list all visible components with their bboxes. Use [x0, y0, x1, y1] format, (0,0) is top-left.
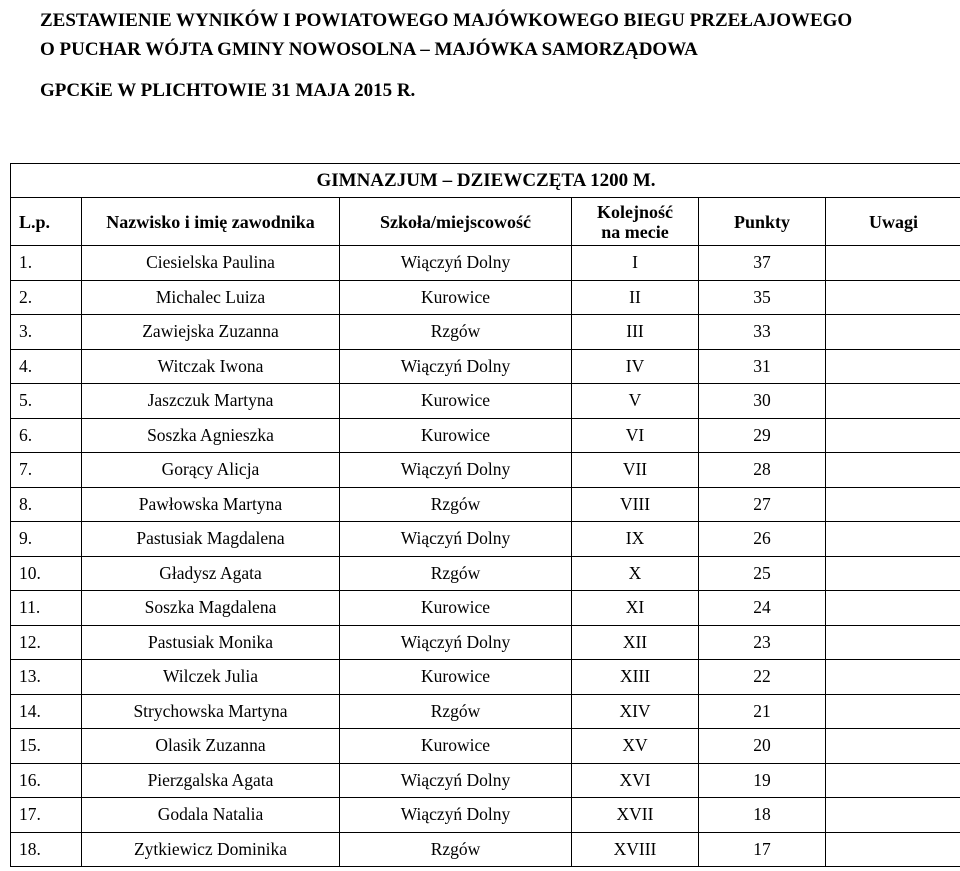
cell-points: 20: [699, 729, 826, 764]
cell-notes: [826, 832, 960, 867]
cell-order: XVII: [572, 798, 699, 833]
cell-school: Wiączyń Dolny: [340, 246, 572, 281]
cell-points: 35: [699, 280, 826, 315]
table-row: [11, 349, 960, 384]
table-row: [11, 763, 960, 798]
cell-points: 29: [699, 418, 826, 453]
cell-order: IX: [572, 522, 699, 557]
table-row: [11, 729, 960, 764]
results-table: [10, 163, 960, 867]
cell-school: Rzgów: [340, 694, 572, 729]
cell-notes: [826, 384, 960, 419]
column-header-order-line-2: na mecie: [601, 221, 669, 242]
cell-notes: [826, 694, 960, 729]
cell-name: Jaszczuk Martyna: [82, 384, 340, 419]
table-row: [11, 798, 960, 833]
cell-points: 31: [699, 349, 826, 384]
table-category-title: GIMNAZJUM – DZIEWCZĘTA 1200 M.: [11, 164, 960, 198]
cell-lp: 2.: [11, 280, 82, 315]
column-header-school: Szkoła/miejscowość: [340, 198, 572, 246]
cell-name: Gładysz Agata: [82, 556, 340, 591]
cell-school: Wiączyń Dolny: [340, 763, 572, 798]
cell-order: VIII: [572, 487, 699, 522]
cell-lp: 8.: [11, 487, 82, 522]
cell-order: XII: [572, 625, 699, 660]
column-header-order-line-1: Kolejność: [597, 201, 673, 222]
cell-lp: 10.: [11, 556, 82, 591]
cell-name: Strychowska Martyna: [82, 694, 340, 729]
cell-lp: 4.: [11, 349, 82, 384]
cell-school: Wiączyń Dolny: [340, 798, 572, 833]
table-row: [11, 625, 960, 660]
cell-school: Kurowice: [340, 591, 572, 626]
cell-lp: 1.: [11, 246, 82, 281]
cell-school: Rzgów: [340, 556, 572, 591]
cell-name: Olasik Zuzanna: [82, 729, 340, 764]
cell-order: VI: [572, 418, 699, 453]
cell-notes: [826, 556, 960, 591]
table-row: [11, 315, 960, 350]
cell-name: Soszka Magdalena: [82, 591, 340, 626]
cell-lp: 14.: [11, 694, 82, 729]
cell-notes: [826, 453, 960, 488]
cell-order: III: [572, 315, 699, 350]
cell-notes: [826, 315, 960, 350]
cell-notes: [826, 418, 960, 453]
table-row: [11, 384, 960, 419]
cell-lp: 13.: [11, 660, 82, 695]
cell-name: Zawiejska Zuzanna: [82, 315, 340, 350]
cell-order: XI: [572, 591, 699, 626]
cell-points: 22: [699, 660, 826, 695]
cell-order: IV: [572, 349, 699, 384]
cell-order: XVIII: [572, 832, 699, 867]
cell-order: XIII: [572, 660, 699, 695]
cell-notes: [826, 487, 960, 522]
cell-name: Pastusiak Monika: [82, 625, 340, 660]
table-title-row: [11, 164, 960, 198]
cell-name: Ciesielska Paulina: [82, 246, 340, 281]
cell-school: Wiączyń Dolny: [340, 349, 572, 384]
cell-points: 18: [699, 798, 826, 833]
table-row: [11, 280, 960, 315]
header-title-line-1: ZESTAWIENIE WYNIKÓW I POWIATOWEGO MAJÓWKOWEGO BIEGU PRZEŁAJOWEGO: [40, 10, 853, 31]
cell-order: V: [572, 384, 699, 419]
cell-order: X: [572, 556, 699, 591]
cell-notes: [826, 522, 960, 557]
column-header-name: Nazwisko i imię zawodnika: [82, 198, 340, 246]
column-header-notes: Uwagi: [826, 198, 960, 246]
cell-notes: [826, 625, 960, 660]
cell-lp: 15.: [11, 729, 82, 764]
cell-points: 28: [699, 453, 826, 488]
cell-school: Kurowice: [340, 660, 572, 695]
cell-lp: 11.: [11, 591, 82, 626]
column-header-order: [572, 198, 699, 246]
cell-name: Michalec Luiza: [82, 280, 340, 315]
cell-points: 26: [699, 522, 826, 557]
table-row: [11, 418, 960, 453]
cell-points: 33: [699, 315, 826, 350]
cell-name: Godala Natalia: [82, 798, 340, 833]
cell-name: Witczak Iwona: [82, 349, 340, 384]
cell-order: VII: [572, 453, 699, 488]
cell-name: Zytkiewicz Dominika: [82, 832, 340, 867]
header-title-line-2: O PUCHAR WÓJTA GMINY NOWOSOLNA – MAJÓWKA SAMORZĄDOWA: [40, 39, 698, 60]
column-header-points: Punkty: [699, 198, 826, 246]
cell-order: XVI: [572, 763, 699, 798]
cell-school: Kurowice: [340, 729, 572, 764]
cell-points: 30: [699, 384, 826, 419]
cell-order: II: [572, 280, 699, 315]
cell-points: 37: [699, 246, 826, 281]
column-header-lp: L.p.: [11, 198, 82, 246]
cell-school: Kurowice: [340, 418, 572, 453]
cell-name: Pierzgalska Agata: [82, 763, 340, 798]
cell-school: Kurowice: [340, 280, 572, 315]
document-header: [40, 6, 852, 105]
cell-lp: 6.: [11, 418, 82, 453]
cell-notes: [826, 763, 960, 798]
table-row: [11, 487, 960, 522]
cell-lp: 12.: [11, 625, 82, 660]
cell-notes: [826, 729, 960, 764]
cell-points: 27: [699, 487, 826, 522]
cell-name: Pastusiak Magdalena: [82, 522, 340, 557]
cell-school: Rzgów: [340, 487, 572, 522]
cell-notes: [826, 246, 960, 281]
cell-school: Kurowice: [340, 384, 572, 419]
cell-order: XV: [572, 729, 699, 764]
table-row: [11, 246, 960, 281]
cell-points: 25: [699, 556, 826, 591]
cell-lp: 5.: [11, 384, 82, 419]
cell-notes: [826, 660, 960, 695]
cell-order: XIV: [572, 694, 699, 729]
cell-notes: [826, 591, 960, 626]
table-row: [11, 453, 960, 488]
table-row: [11, 591, 960, 626]
cell-school: Wiączyń Dolny: [340, 522, 572, 557]
cell-notes: [826, 798, 960, 833]
cell-school: Rzgów: [340, 315, 572, 350]
cell-lp: 7.: [11, 453, 82, 488]
table-row: [11, 832, 960, 867]
cell-points: 24: [699, 591, 826, 626]
cell-school: Wiączyń Dolny: [340, 453, 572, 488]
cell-notes: [826, 349, 960, 384]
cell-points: 17: [699, 832, 826, 867]
cell-lp: 17.: [11, 798, 82, 833]
cell-name: Wilczek Julia: [82, 660, 340, 695]
cell-order: I: [572, 246, 699, 281]
table-header-row: [11, 198, 960, 246]
table-row: [11, 694, 960, 729]
header-event-venue-date: GPCKiE W PLICHTOWIE 31 MAJA 2015 R.: [40, 80, 416, 101]
cell-points: 23: [699, 625, 826, 660]
cell-name: Soszka Agnieszka: [82, 418, 340, 453]
cell-lp: 16.: [11, 763, 82, 798]
table-row: [11, 660, 960, 695]
cell-school: Wiączyń Dolny: [340, 625, 572, 660]
cell-points: 19: [699, 763, 826, 798]
cell-lp: 3.: [11, 315, 82, 350]
table-row: [11, 522, 960, 557]
cell-school: Rzgów: [340, 832, 572, 867]
table-row: [11, 556, 960, 591]
cell-name: Gorący Alicja: [82, 453, 340, 488]
cell-lp: 9.: [11, 522, 82, 557]
cell-name: Pawłowska Martyna: [82, 487, 340, 522]
cell-notes: [826, 280, 960, 315]
cell-lp: 18.: [11, 832, 82, 867]
cell-points: 21: [699, 694, 826, 729]
